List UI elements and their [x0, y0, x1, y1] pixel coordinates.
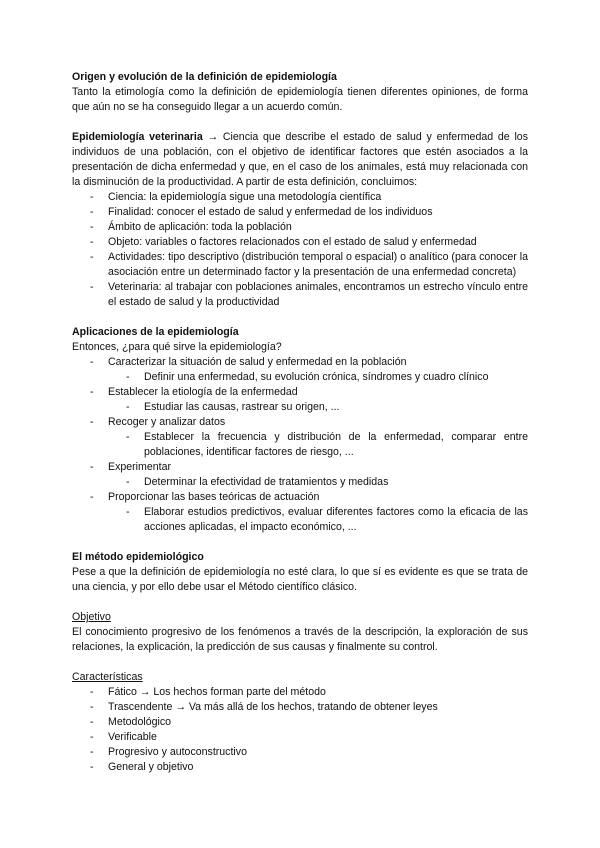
- list-item: - General y objetivo: [90, 761, 194, 773]
- origin-heading: Origen y evolución de la definición de epidemiología: [72, 71, 337, 83]
- list-item: - Finalidad: conocer el estado de salud y enfermedad de los individuos: [90, 206, 433, 218]
- bullet-dash: -: [90, 386, 94, 398]
- objective-heading: Objetivo: [72, 611, 111, 623]
- bullet-dash: -: [90, 281, 94, 293]
- list-item: - Verificable: [90, 731, 157, 743]
- bullet-dash: -: [126, 371, 130, 383]
- bullet-dash: -: [90, 221, 94, 233]
- bullet-dash: -: [90, 251, 94, 263]
- bullet-dash: -: [90, 491, 94, 503]
- list-item: - Proporcionar las bases teóricas de actuación: [90, 491, 320, 503]
- bullet-dash: -: [90, 206, 94, 218]
- list-item: - Progresivo y autoconstructivo: [90, 746, 247, 758]
- vet-epidemiology-term: Epidemiología veterinaria: [72, 131, 203, 143]
- bullet-dash: -: [90, 191, 94, 203]
- bullet-dash: -: [90, 416, 94, 428]
- vet-epidemiology-paragraph: [72, 130, 528, 190]
- sub-list-item: - Determinar la efectividad de tratamientos y medidas: [126, 476, 389, 488]
- bullet-dash: -: [126, 401, 130, 413]
- list-item: - Experimentar: [90, 461, 171, 473]
- bullet-dash: -: [90, 746, 94, 758]
- method-paragraph: Pese a que la definición de epidemiología no esté clara, lo que sí es evidente es que se trata de una ciencia, y por ello debe usar el Método científico clásico.: [72, 566, 528, 593]
- bullet-dash: -: [90, 236, 94, 248]
- spacer: [72, 655, 528, 670]
- spacer: [72, 115, 528, 130]
- bullet-dash: -: [90, 701, 94, 713]
- applications-intro: Entonces, ¿para qué sirve la epidemiología?: [72, 341, 282, 353]
- list-item: - Establecer la etiología de la enfermedad: [90, 386, 298, 398]
- applications-heading: Aplicaciones de la epidemiología: [72, 326, 239, 338]
- list-item: - Veterinaria: al trabajar con poblaciones animales, encontramos un estrecho vínculo entre el estado de salud y la productividad: [90, 281, 528, 308]
- method-heading: El método epidemiológico: [72, 551, 204, 563]
- list-item: - Recoger y analizar datos: [90, 416, 226, 428]
- characteristics-heading: Características: [72, 671, 143, 683]
- bullet-dash: -: [126, 431, 130, 443]
- bullet-dash: -: [90, 731, 94, 743]
- list-item: - Actividades: tipo descriptivo (distribución temporal o espacial) o analítico (para conocer la asociación entre un determinado factor y la presentación de una enfermedad concreta): [90, 251, 528, 278]
- sub-list-item: - Elaborar estudios predictivos, evaluar diferentes factores como la eficacia de las acciones aplicadas, el impacto económico, ...: [126, 506, 528, 533]
- sub-list-item: - Estudiar las causas, rastrear su origen, ...: [126, 401, 340, 413]
- list-item: - Ámbito de aplicación: toda la población: [90, 221, 292, 233]
- spacer: [72, 310, 528, 325]
- list-item: - Metodológico: [90, 716, 172, 728]
- list-item: - Fático → Los hechos forman parte del método: [90, 686, 326, 698]
- bullet-dash: -: [90, 716, 94, 728]
- vet-epidemiology-definition: → Ciencia que describe el estado de salud y enfermedad de los individuos de una población, con el objetivo de identificar factores que estén asociados a la presentación de dicha enfermedad y que, en el caso de los animales, está muy relacionada con la disminución de la productividad. A partir de esta definición, concluimos:: [72, 131, 528, 188]
- spacer: [72, 595, 528, 610]
- bullet-dash: -: [90, 686, 94, 698]
- bullet-dash: -: [90, 356, 94, 368]
- objective-paragraph: El conocimiento progresivo de los fenómenos a través de la descripción, la exploración de sus relaciones, la explicación, la predicción de sus causas y finalmente su control.: [72, 626, 528, 653]
- list-item: - Ciencia: la epidemiología sigue una metodología científica: [90, 191, 382, 203]
- document-page: [72, 70, 528, 775]
- list-item: - Trascendente → Va más allá de los hechos, tratando de obtener leyes: [90, 701, 438, 713]
- origin-paragraph: Tanto la etimología como la definición de epidemiología tienen diferentes opiniones, de forma que aún no se ha conseguido llegar a un acuerdo común.: [72, 86, 528, 113]
- bullet-dash: -: [90, 761, 94, 773]
- list-item: - Caracterizar la situación de salud y enfermedad en la población: [90, 356, 407, 368]
- sub-list-item: - Establecer la frecuencia y distribución de la enfermedad, comparar entre poblaciones, identificar factores de riesgo, ...: [126, 431, 528, 458]
- sub-list-item: - Definir una enfermedad, su evolución crónica, síndromes y cuadro clínico: [126, 371, 489, 383]
- spacer: [72, 535, 528, 550]
- bullet-dash: -: [126, 506, 130, 518]
- list-item: - Objeto: variables o factores relacionados con el estado de salud y enfermedad: [90, 236, 477, 248]
- bullet-dash: -: [126, 476, 130, 488]
- bullet-dash: -: [90, 461, 94, 473]
